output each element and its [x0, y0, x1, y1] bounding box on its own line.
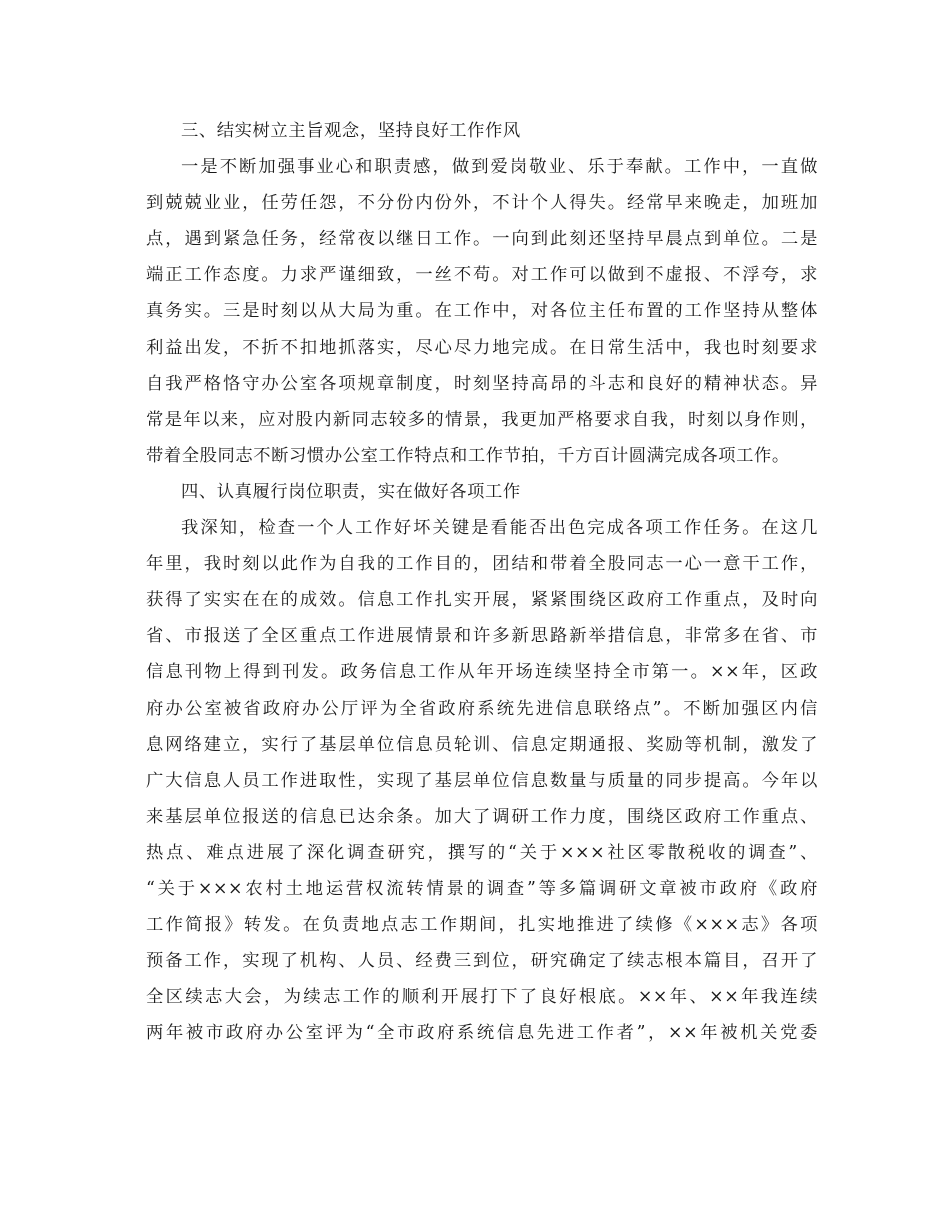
text-line: 带着全股同志不断习惯办公室工作特点和工作节拍，千方百计圆满完成各项工作。: [146, 445, 790, 466]
text-line: 两年被市政府办公室评为“全市政府系统信息先进工作者”，××年被机关党委: [146, 1023, 818, 1044]
text-line: 工作简报》转发。在负责地点志工作期间，扎实地推进了续修《×××志》各项: [146, 915, 818, 936]
section-heading-4: 四、认真履行岗位职责，实在做好各项工作: [181, 481, 521, 502]
text-line: 点，遇到紧急任务，经常夜以继日工作。一向到此刻还坚持早晨点到单位。二是: [146, 229, 818, 250]
text-line: 常是年以来，应对股内新同志较多的情景，我更加严格要求自我，时刻以身作则，: [146, 409, 818, 430]
text-line: 年里，我时刻以此作为自我的工作目的，团结和带着全股同志一心一意干工作，: [146, 554, 818, 575]
paragraph-section-3: [146, 149, 818, 474]
text-line: 真务实。三是时刻以从大局为重。在工作中，对各位主任布置的工作坚持从整体: [146, 301, 818, 322]
text-line: 端正工作态度。力求严谨细致，一丝不苟。对工作可以做到不虚报、不浮夸，求: [146, 265, 818, 286]
text-line: 府办公室被省政府办公厅评为全省政府系统先进信息联络点”。不断加强区内信: [146, 698, 818, 719]
text-line: 全区续志大会，为续志工作的顺利开展打下了良好根底。××年、××年我连续: [146, 987, 818, 1008]
text-line: 一是不断加强事业心和职责感，做到爱岗敬业、乐于奉献。工作中，一直做: [181, 157, 818, 178]
section-heading-3: 三、结实树立主旨观念，坚持良好工作作风: [181, 121, 521, 141]
text-line: 我深知，检查一个人工作好坏关键是看能否出色完成各项工作任务。在这几: [181, 518, 818, 539]
text-line: 信息刊物上得到刊发。政务信息工作从年开场连续坚持全市第一。××年，区政: [146, 662, 818, 683]
text-line: 热点、难点进展了深化调查研究，撰写的“关于×××社区零散税收的调查”、: [146, 842, 818, 863]
text-line: 广大信息人员工作进取性，实现了基层单位信息数量与质量的同步提高。今年以: [146, 770, 818, 791]
text-line: 自我严格恪守办公室各项规章制度，时刻坚持高昂的斗志和良好的精神状态。异: [146, 373, 818, 394]
document-body: [146, 113, 818, 1051]
text-line: 息网络建立，实行了基层单位信息员轮训、信息定期通报、奖励等机制，激发了: [146, 734, 818, 755]
text-line: 来基层单位报送的信息已达余条。加大了调研工作力度，围绕区政府工作重点、: [146, 806, 818, 827]
text-line: 利益出发，不折不扣地抓落实，尽心尽力地完成。在日常生活中，我也时刻要求: [146, 337, 818, 358]
text-line: 获得了实实在在的成效。信息工作扎实开展，紧紧围绕区政府工作重点，及时向: [146, 590, 818, 611]
text-line: 到兢兢业业，任劳任怨，不分份内份外，不计个人得失。经常早来晚走，加班加: [146, 193, 818, 214]
text-line: “关于×××农村土地运营权流转情景的调查”等多篇调研文章被市政府《政府: [146, 878, 818, 899]
paragraph-section-4: [146, 510, 818, 1051]
text-line: 预备工作，实现了机构、人员、经费三到位，研究确定了续志根本篇目，召开了: [146, 951, 818, 972]
text-line: 省、市报送了全区重点工作进展情景和许多新思路新举措信息，非常多在省、市: [146, 626, 818, 647]
